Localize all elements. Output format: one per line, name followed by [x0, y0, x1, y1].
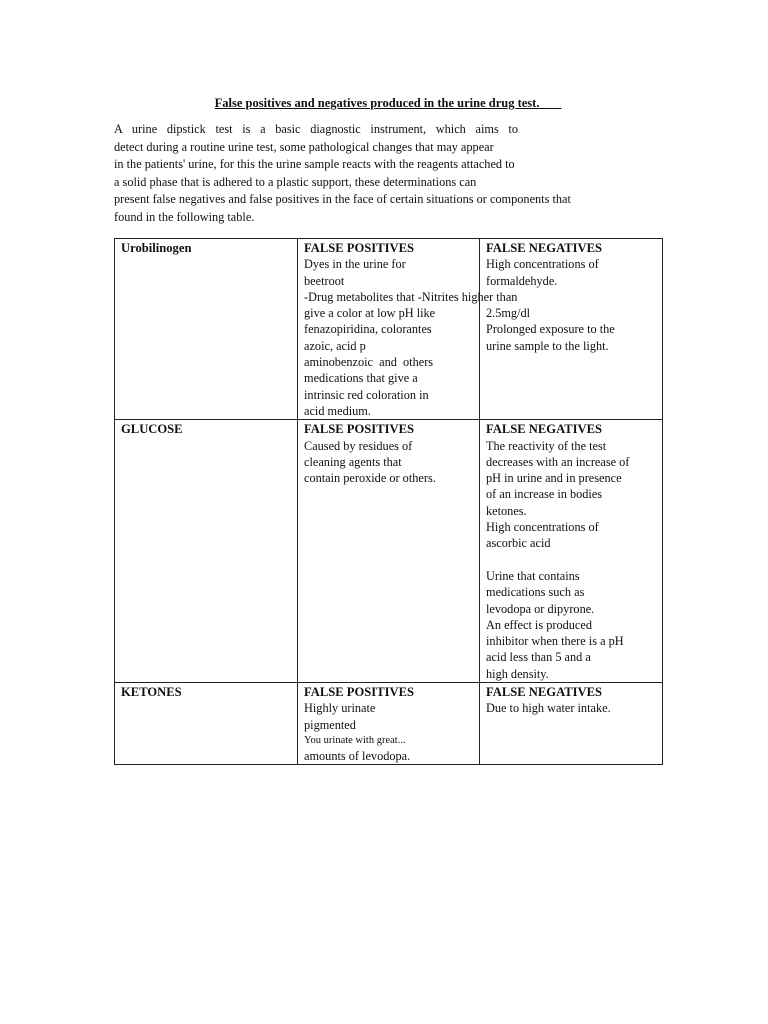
false-positives-cell: [298, 683, 480, 765]
cell-line: amounts of levodopa.: [304, 748, 411, 763]
table-row: [115, 683, 663, 765]
cell-line: contain peroxide or others.: [304, 471, 436, 486]
cell-line: 2.5mg/dl: [486, 306, 531, 321]
intro-line: detect during a routine urine test, some pathological changes that may appear: [114, 139, 494, 154]
intro-line: present false negatives and false positives in the face of certain situations or components that: [114, 192, 571, 207]
cell-line: High concentrations of: [486, 257, 599, 272]
analyte-label: Urobilinogen: [121, 241, 192, 255]
cell-line: Dyes in the urine for: [304, 257, 406, 272]
intro-line: A urine dipstick test is a basic diagnostic instrument, which aims to: [114, 122, 518, 136]
false-positives-cell: [298, 420, 480, 683]
analyte-label: GLUCOSE: [121, 422, 183, 437]
false-negatives-cell: [480, 420, 663, 683]
analyte-cell: [115, 683, 298, 765]
cell-line-small: You urinate with great...: [304, 734, 406, 746]
intro-line: a solid phase that is adhered to a plastic support, these determinations can: [114, 174, 477, 189]
cell-line: fenazopiridina, colorantes: [304, 322, 432, 337]
false-negatives-cell: [480, 239, 663, 420]
cell-line: Due to high water intake.: [486, 701, 611, 716]
cell-line-spacer: [486, 552, 656, 568]
table-row: [115, 420, 663, 683]
cell-line: of an increase in bodies: [486, 487, 603, 502]
cell-line: urine sample to the light.: [486, 338, 609, 353]
cell-line: ketones.: [486, 503, 527, 518]
cell-line: The reactivity of the test: [486, 438, 607, 453]
cell-line: medications such as: [486, 585, 585, 600]
cell-line: pH in urine and in presence: [486, 471, 622, 486]
analyte-cell: [115, 420, 298, 683]
false-results-table: [114, 238, 663, 765]
cell-line: Prolonged exposure to the: [486, 322, 615, 337]
table-row: [115, 239, 663, 420]
cell-line: levodopa or dipyrone.: [486, 601, 595, 616]
intro-line: found in the following table.: [114, 209, 255, 224]
false-negatives-heading: FALSE NEGATIVES: [486, 685, 603, 700]
cell-line: An effect is produced: [486, 617, 592, 632]
cell-line: inhibitor when there is a pH: [486, 634, 624, 649]
cell-line: Urine that contains: [486, 568, 580, 583]
cell-line: formaldehyde.: [486, 273, 558, 288]
cell-line: aminobenzoic and others: [304, 355, 434, 370]
cell-line: medications that give a: [304, 371, 418, 386]
cell-line: Highly urinate: [304, 701, 376, 716]
cell-line: high density.: [486, 666, 549, 681]
cell-line: intrinsic red coloration in: [304, 387, 429, 402]
false-positives-heading: FALSE POSITIVES: [304, 241, 414, 255]
cell-line: Caused by residues of: [304, 438, 413, 453]
intro-line: in the patients' urine, for this the urine sample reacts with the reagents attached to: [114, 157, 515, 172]
cell-line: High concentrations of: [486, 520, 599, 535]
cell-line: -Drug metabolites that -Nitrites higher than: [304, 289, 518, 304]
analyte-label: KETONES: [121, 685, 182, 700]
cell-line: acid medium.: [304, 403, 371, 418]
false-negatives-heading: FALSE NEGATIVES: [486, 422, 603, 437]
cell-line: ascorbic acid: [486, 536, 551, 551]
cell-line: beetroot: [304, 273, 345, 288]
false-negatives-cell: [480, 683, 663, 765]
cell-line: give a color at low pH like: [304, 306, 436, 321]
cell-line: cleaning agents that: [304, 454, 402, 469]
analyte-cell: [115, 239, 298, 420]
false-negatives-heading: FALSE NEGATIVES: [486, 241, 603, 255]
document-title: False positives and negatives produced in the urine drug test.: [214, 96, 562, 110]
cell-line: pigmented: [304, 717, 356, 732]
cell-line: decreases with an increase of: [486, 454, 630, 469]
false-positives-heading: FALSE POSITIVES: [304, 685, 414, 700]
intro-paragraph: [114, 121, 634, 227]
false-positives-heading: FALSE POSITIVES: [304, 422, 414, 437]
cell-line: azoic, acid p: [304, 338, 366, 353]
cell-line: acid less than 5 and a: [486, 650, 591, 665]
